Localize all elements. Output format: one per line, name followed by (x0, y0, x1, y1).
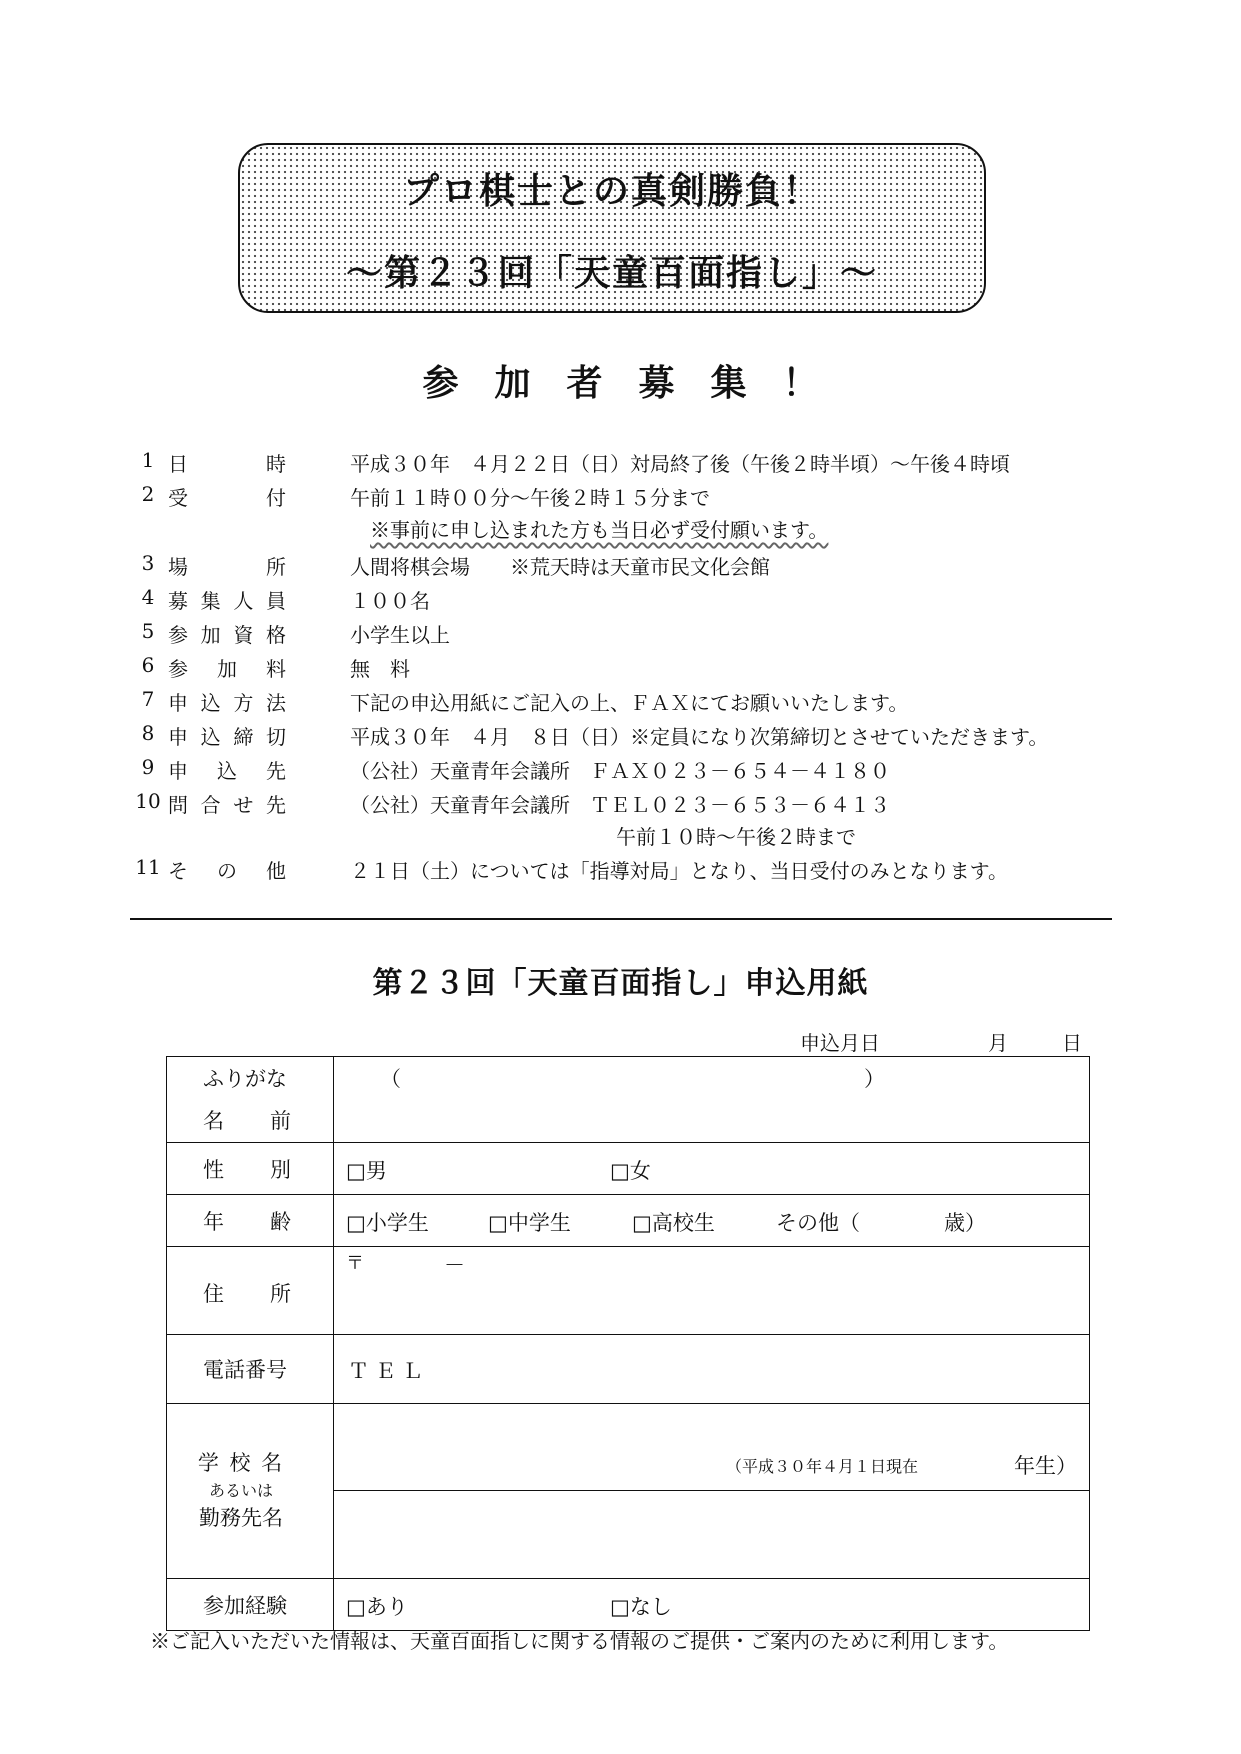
detail-label-char: 方 (233, 691, 254, 715)
detail-label-char: 申 (168, 759, 188, 783)
detail-label-char: 法 (265, 691, 286, 715)
female-checkbox[interactable]: □女 (610, 1159, 651, 1183)
detail-value: 平成３０年 ４月２２日（日）対局終了後（午後２時半頃）～午後４時頃 (350, 452, 1010, 476)
experience-no-checkbox[interactable]: □なし (610, 1595, 672, 1619)
experience-field (334, 1579, 1090, 1631)
application-day-label: 日 (1062, 1031, 1082, 1055)
age-label-1: 年 (203, 1209, 224, 1234)
detail-value: （公社）天童青年会議所 ＴＥＬ０２３－６５３－６４１３ (350, 793, 890, 817)
detail-label-char: 集 (200, 589, 221, 613)
detail-row (0, 585, 1241, 617)
detail-label-char: 受 (168, 486, 188, 510)
detail-label (168, 789, 286, 818)
privacy-note: ※ご記入いただいた情報は、天童百面指しに関する情報のご提供・ご案内のために利用します。 (150, 1629, 1009, 1653)
detail-label-char: 合 (200, 793, 221, 817)
detail-label (168, 721, 286, 750)
detail-label-char: 申 (168, 725, 188, 749)
gender-row (167, 1143, 1090, 1195)
detail-value: 平成３０年 ４月 ８日（日）※定員になり次第締切とさせていただきます。 (350, 725, 1049, 749)
furigana-open-paren: （ (380, 1067, 401, 1091)
divider (130, 918, 1112, 920)
school-label: 学 校 名 (197, 1450, 285, 1475)
name-field[interactable] (334, 1057, 1090, 1143)
phone-field[interactable] (334, 1335, 1090, 1404)
detail-number: 2 (141, 482, 155, 506)
detail-label-char: 料 (266, 657, 286, 681)
detail-number: 1 (141, 448, 155, 472)
detail-label (168, 687, 286, 716)
detail-label-char: 加 (200, 623, 221, 647)
detail-label-char: 他 (266, 859, 286, 883)
name-label-1: 名 (203, 1108, 224, 1133)
detail-row (0, 482, 1241, 514)
detail-label (168, 755, 286, 784)
detail-label-char: 締 (233, 725, 254, 749)
detail-label-char: 申 (168, 691, 188, 715)
phone-prefix: ＴＥＬ (348, 1359, 429, 1383)
detail-number: 3 (141, 551, 155, 575)
detail-row (0, 551, 1241, 583)
detail-number: 9 (141, 755, 155, 779)
detail-value: ※事前に申し込まれた方も当日必ず受付願います。 (370, 518, 829, 542)
detail-label-char: 先 (266, 759, 286, 783)
male-checkbox[interactable]: □男 (346, 1159, 387, 1183)
detail-row (0, 821, 1241, 853)
detail-label-char: 所 (266, 555, 286, 579)
detail-number: 6 (141, 653, 155, 677)
detail-number: 7 (141, 687, 155, 711)
detail-number: 10 (135, 789, 161, 813)
detail-row (0, 789, 1241, 821)
name-label-2: 前 (270, 1108, 291, 1133)
banner-subtitle: ～第２３回「天童百面指し」～ (345, 253, 878, 294)
name-row (167, 1057, 1090, 1143)
furigana-label: ふりがな (203, 1066, 287, 1091)
detail-label-char: 付 (266, 486, 286, 510)
phone-row (167, 1335, 1090, 1404)
gender-label-1: 性 (203, 1157, 224, 1182)
experience-row (167, 1579, 1090, 1631)
detail-label-char: 時 (266, 452, 286, 476)
detail-value: １００名 (350, 589, 430, 613)
address-row (167, 1247, 1090, 1335)
detail-label-char: せ (233, 793, 254, 817)
title-banner (238, 143, 986, 313)
detail-number: 5 (141, 619, 155, 643)
workplace-label: 勤務先名 (199, 1506, 283, 1530)
detail-value: 小学生以上 (350, 623, 450, 647)
address-label-2: 所 (270, 1281, 291, 1306)
address-field[interactable] (334, 1247, 1090, 1335)
form-title: 第２３回「天童百面指し」申込用紙 (372, 966, 869, 1001)
application-date-label: 申込月日 (800, 1031, 880, 1055)
address-label-1: 住 (203, 1281, 224, 1306)
detail-row (0, 855, 1241, 887)
banner-title: プロ棋士との真剣勝負！ (402, 171, 821, 212)
detail-label (168, 855, 286, 884)
school-label-cell (167, 1404, 334, 1579)
detail-number: 4 (141, 585, 155, 609)
detail-label-char: 込 (200, 725, 221, 749)
application-month-label: 月 (988, 1031, 1008, 1055)
age-other-label: その他（ (776, 1211, 860, 1235)
detail-label-char: 人 (233, 589, 254, 613)
school-row (167, 1404, 1090, 1491)
detail-row (0, 619, 1241, 651)
detail-label-char: 日 (168, 452, 188, 476)
age-row (167, 1195, 1090, 1247)
detail-label (168, 482, 286, 511)
school-name-field[interactable] (334, 1404, 1090, 1491)
detail-value: 無 料 (350, 657, 410, 681)
gender-label-2: 別 (270, 1157, 291, 1182)
detail-row (0, 514, 1241, 546)
elementary-checkbox[interactable]: □小学生 (346, 1211, 429, 1235)
high-school-checkbox[interactable]: □高校生 (632, 1211, 715, 1235)
phone-label: 電話番号 (203, 1358, 287, 1382)
experience-label: 参加経験 (203, 1593, 287, 1618)
age-unit-label: 歳） (944, 1211, 986, 1235)
application-form (166, 1056, 1090, 1631)
detail-value: 下記の申込用紙にご記入の上、ＦＡＸにてお願いいたします。 (350, 691, 909, 715)
age-label-cell (167, 1195, 334, 1247)
detail-number: 11 (135, 855, 161, 879)
grade-unit: 年生） (1014, 1454, 1077, 1478)
experience-label-cell (167, 1579, 334, 1631)
age-field (334, 1195, 1090, 1247)
detail-label (168, 551, 286, 580)
grade-note: （平成３０年４月１日現在 (726, 1457, 919, 1476)
recruit-heading: 参加者募集！ (422, 363, 855, 404)
detail-label (168, 585, 286, 614)
detail-label-char: 資 (233, 623, 254, 647)
detail-label-char: 格 (265, 623, 286, 647)
detail-row (0, 448, 1241, 480)
detail-label-char: 場 (168, 555, 188, 579)
age-label-2: 齢 (270, 1209, 291, 1234)
detail-label-char: 切 (265, 725, 286, 749)
gender-label-cell (167, 1143, 334, 1195)
detail-label-char: 込 (200, 691, 221, 715)
postal-mark-icon: 〒 (346, 1253, 364, 1274)
detail-label (168, 653, 286, 682)
name-label-cell (167, 1057, 334, 1143)
detail-number: 8 (141, 721, 155, 745)
detail-label-char: の (217, 859, 237, 883)
detail-label-char: 参 (168, 623, 188, 647)
detail-label-char: 募 (168, 589, 188, 613)
detail-label (168, 619, 286, 648)
detail-label-char: 参 (168, 657, 188, 681)
detail-row (0, 755, 1241, 787)
detail-value: 人間将棋会場 ※荒天時は天童市民文化会館 (350, 555, 770, 579)
or-label: あるいは (208, 1481, 273, 1500)
detail-label-char: 員 (265, 589, 286, 613)
workplace-name-field[interactable] (334, 1491, 1090, 1579)
detail-label-char: 問 (168, 793, 188, 817)
detail-value: 午前１０時～午後２時まで (616, 825, 856, 849)
detail-row (0, 721, 1241, 753)
detail-value: ２１日（土）については「指導対局」となり、当日受付のみとなります。 (350, 859, 1008, 883)
address-label-cell (167, 1247, 334, 1335)
detail-label (168, 448, 286, 477)
detail-label-char: 込 (217, 759, 237, 783)
junior-high-checkbox[interactable]: □中学生 (488, 1211, 571, 1235)
detail-row (0, 687, 1241, 719)
experience-yes-checkbox[interactable]: □あり (346, 1595, 408, 1619)
detail-label-char: 加 (217, 657, 237, 681)
postal-dash: － (444, 1253, 465, 1277)
detail-value: （公社）天童青年会議所 ＦＡＸ０２３－６５４－４１８０ (350, 759, 890, 783)
furigana-close-paren: ） (864, 1067, 885, 1091)
detail-label-char: 先 (265, 793, 286, 817)
detail-label-char: そ (168, 859, 188, 883)
gender-field (334, 1143, 1090, 1195)
detail-row (0, 653, 1241, 685)
detail-value: 午前１１時００分～午後２時１５分まで (350, 486, 710, 510)
phone-label-cell (167, 1335, 334, 1404)
